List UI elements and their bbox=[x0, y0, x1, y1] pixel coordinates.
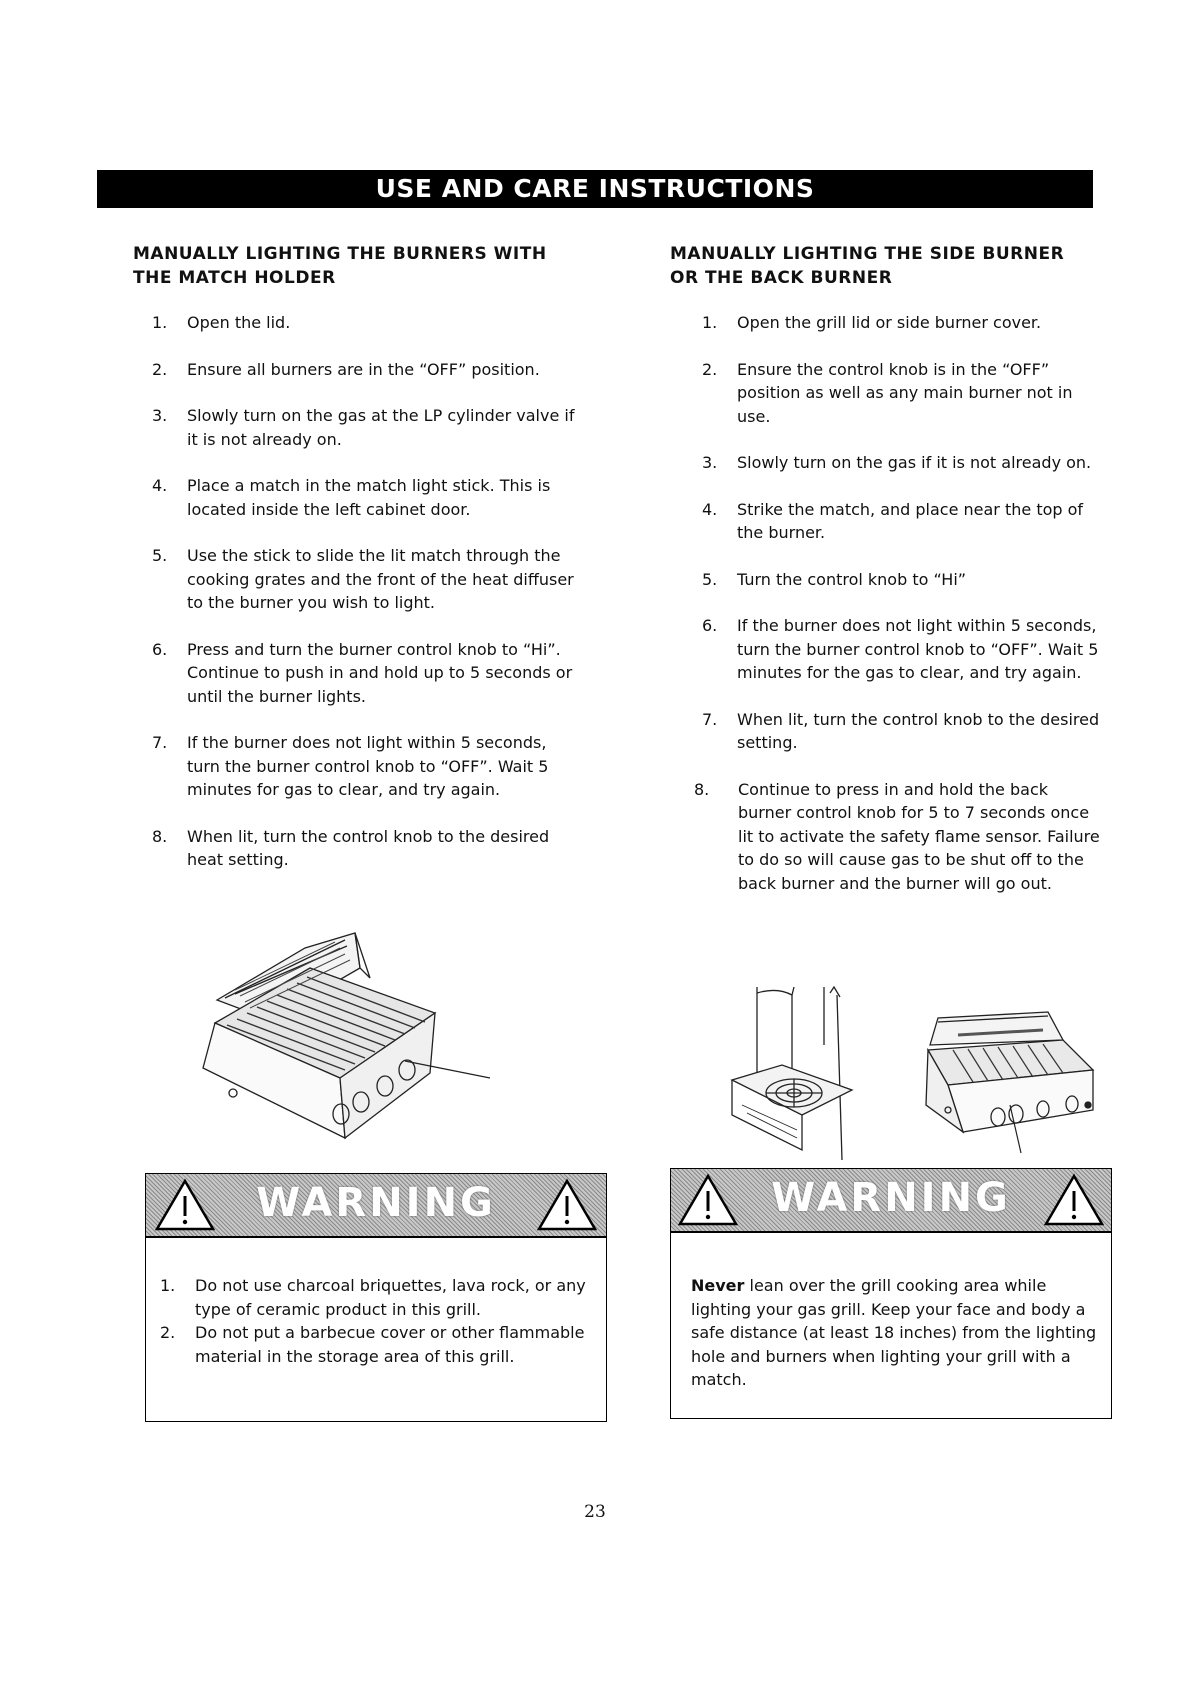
step-text: Slowly turn on the gas at the LP cylinder valve if it is not already on. bbox=[187, 406, 575, 449]
warning-box-right bbox=[670, 1168, 1112, 1419]
list-item bbox=[702, 708, 1102, 755]
step-number: 5. bbox=[152, 546, 168, 565]
right-section-title bbox=[670, 242, 1064, 290]
warning-box-left bbox=[145, 1173, 607, 1422]
step-number: 6. bbox=[702, 616, 718, 635]
grill-illustration bbox=[195, 928, 495, 1148]
step-text: Slowly turn on the gas if it is not already on. bbox=[737, 453, 1092, 472]
left-title-line2: THE MATCH HOLDER bbox=[133, 268, 336, 288]
step-number: 8. bbox=[694, 779, 710, 799]
step-text: When lit, turn the control knob to the desired heat setting. bbox=[187, 826, 550, 869]
step-number: 7. bbox=[152, 733, 168, 752]
item-number: 1. bbox=[160, 1276, 176, 1295]
step-text: Ensure the control knob is in the “OFF” position as well as any main burner not in use. bbox=[737, 359, 1073, 426]
step-number: 2. bbox=[152, 359, 168, 379]
step-number: 6. bbox=[152, 639, 168, 659]
item-text: Do not put a barbecue cover or other flammable material in the storage area of this grill. bbox=[195, 1323, 585, 1366]
step-number: 4. bbox=[702, 499, 718, 519]
warning-triangle-icon bbox=[536, 1178, 598, 1232]
step-text: Use the stick to slide the lit match through the cooking grates and the front of the heat diffuser to the burner you wish to light. bbox=[187, 546, 574, 612]
item-number: 2. bbox=[160, 1323, 176, 1342]
step-number: 3. bbox=[152, 406, 168, 425]
step-number: 1. bbox=[702, 313, 718, 332]
list-item bbox=[702, 358, 1102, 429]
back-burner-illustration bbox=[918, 1010, 1098, 1155]
section-banner: USE AND CARE INSTRUCTIONS bbox=[97, 170, 1093, 208]
step-text: When lit, turn the control knob to the desired setting. bbox=[737, 709, 1100, 752]
warning-title: WARNING bbox=[771, 1175, 1011, 1221]
left-section-title bbox=[133, 242, 547, 290]
step-number: 4. bbox=[152, 476, 168, 495]
step-number: 5. bbox=[702, 569, 718, 589]
step-text: Turn the control knob to “Hi” bbox=[737, 569, 967, 589]
step-text: Continue to press in and hold the back burner control knob for 5 to 7 seconds once lit to activate the safety flame sensor. Failure to do so will cause gas to be shut off to the back burner and the burner will go out. bbox=[738, 779, 1100, 893]
page-number: 23 bbox=[584, 1502, 606, 1522]
step-text: Open the grill lid or side burner cover. bbox=[737, 313, 1042, 332]
step-text: If the burner does not light within 5 seconds, turn the burner control knob to “OFF”. Wait 5 minutes for gas to clear, and try again. bbox=[187, 733, 549, 799]
warning-header bbox=[146, 1174, 606, 1238]
list-item bbox=[702, 498, 1102, 545]
list-item bbox=[152, 474, 582, 521]
step-text: Place a match in the match light stick. This is located inside the left cabinet door. bbox=[187, 476, 551, 519]
list-item bbox=[152, 731, 582, 802]
warning-lead-word: Never bbox=[691, 1276, 745, 1295]
list-item bbox=[702, 311, 1102, 335]
step-number: 3. bbox=[702, 453, 718, 472]
step-number: 7. bbox=[702, 709, 718, 729]
list-item bbox=[702, 568, 1102, 592]
warning-header bbox=[671, 1169, 1111, 1233]
list-item bbox=[152, 358, 582, 382]
list-item bbox=[702, 614, 1102, 685]
list-item bbox=[152, 404, 582, 451]
list-item bbox=[702, 451, 1102, 475]
step-number: 2. bbox=[702, 359, 718, 379]
step-text: Strike the match, and place near the top of the burner. bbox=[737, 499, 1084, 542]
right-steps-list bbox=[694, 311, 1102, 918]
list-item bbox=[152, 311, 582, 335]
list-item bbox=[152, 544, 582, 615]
side-burner-illustration bbox=[722, 985, 862, 1160]
left-steps-list bbox=[152, 311, 582, 895]
left-title-line1: MANUALLY LIGHTING THE BURNERS WITH bbox=[133, 244, 547, 264]
warning-body bbox=[691, 1274, 1101, 1392]
step-text: If the burner does not light within 5 seconds, turn the burner control knob to “OFF”. Wait 5 minutes for the gas to clear, and try again. bbox=[737, 616, 1099, 682]
warning-text: lean over the grill cooking area while lighting your gas grill. Keep your face and body a safe distance (at least 18 inches) from the lighting hole and burners when lighting your grill with a match. bbox=[691, 1276, 1097, 1389]
right-title-line1: MANUALLY LIGHTING THE SIDE BURNER bbox=[670, 244, 1065, 264]
warning-title: WARNING bbox=[256, 1180, 496, 1226]
list-item bbox=[160, 1321, 590, 1368]
right-title-line2: OR THE BACK BURNER bbox=[670, 268, 893, 288]
list-item bbox=[160, 1274, 590, 1321]
warning-body bbox=[160, 1274, 590, 1368]
item-text: Do not use charcoal briquettes, lava rock, or any type of ceramic product in this grill. bbox=[195, 1276, 586, 1319]
warning-triangle-icon bbox=[1043, 1173, 1105, 1227]
step-number: 8. bbox=[152, 826, 168, 846]
step-text: Press and turn the burner control knob to “Hi”. Continue to push in and hold up to 5 seconds or until the burner lights. bbox=[187, 639, 573, 706]
step-text: Open the lid. bbox=[187, 313, 291, 332]
step-number: 1. bbox=[152, 313, 168, 332]
list-item bbox=[694, 778, 1102, 896]
step-text: Ensure all burners are in the “OFF” position. bbox=[187, 359, 540, 379]
list-item bbox=[152, 638, 582, 709]
list-item bbox=[152, 825, 582, 872]
